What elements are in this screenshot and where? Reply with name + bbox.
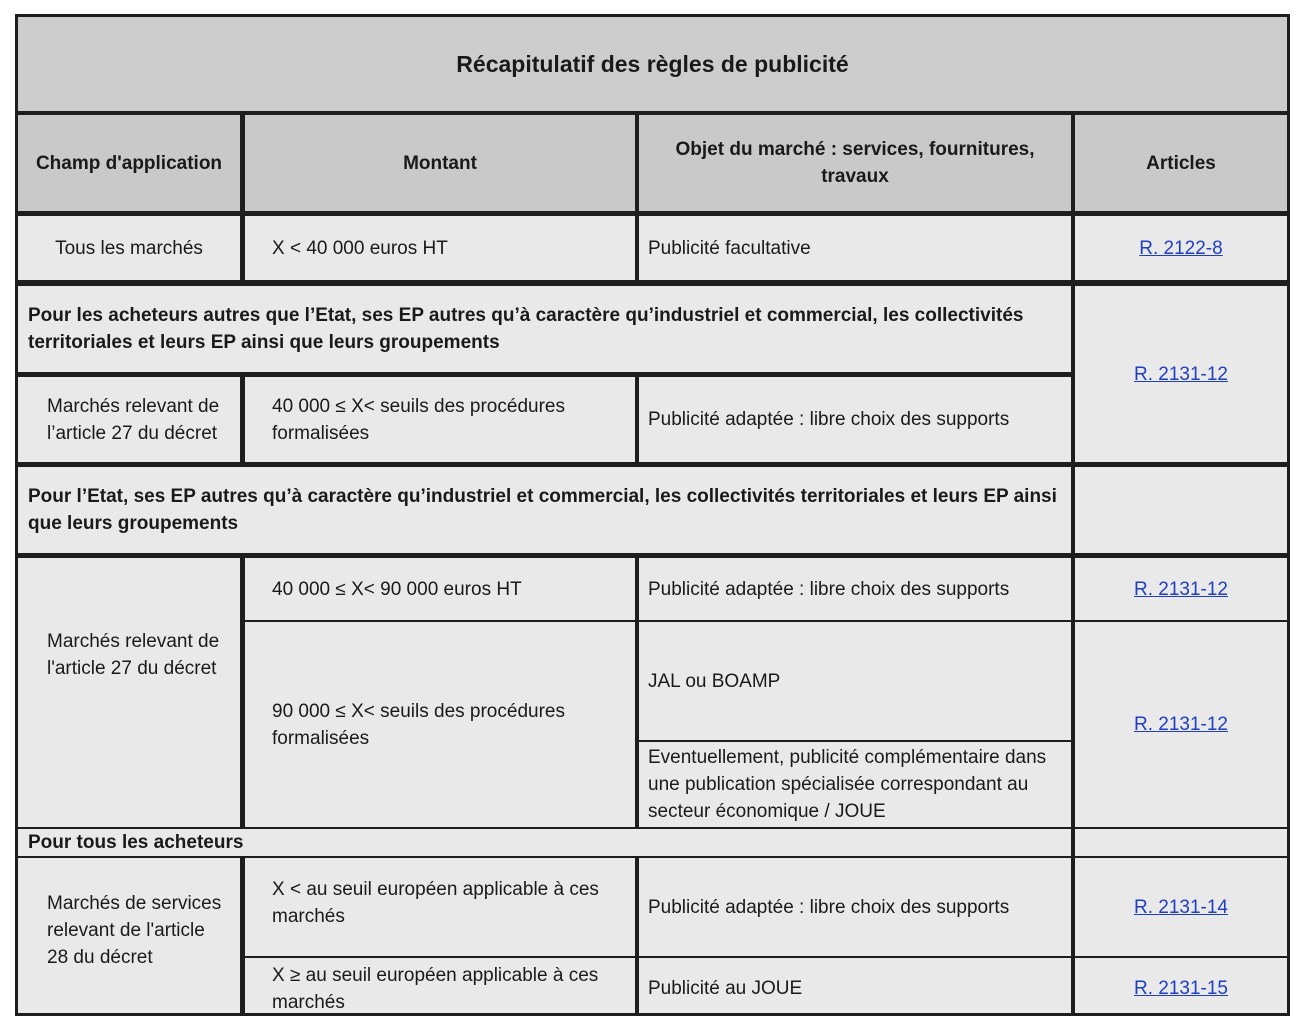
rule — [240, 115, 245, 286]
section-tous-row2-montant: X ≥ au seuil européen applicable à ces marchés — [272, 964, 599, 1013]
rule — [1071, 115, 1075, 1016]
section-etat-row2-montant: 90 000 ≤ X< seuils des procédures formalisées — [272, 700, 565, 749]
rule — [240, 858, 245, 1016]
rule — [635, 858, 639, 1016]
rule — [18, 372, 1071, 377]
section-etat-row2-objet-b: Eventuellement, publicité complémentaire dans une publication spécialisée correspondant au secteur économique / JOUE — [648, 747, 1047, 822]
article-link-r2131-15[interactable]: R. 2131-15 — [1133, 978, 1228, 999]
rule — [635, 377, 639, 462]
header-champ: Champ d'application — [18, 115, 240, 211]
header-montant: Montant — [245, 115, 635, 211]
section-autres-article — [1075, 286, 1287, 462]
section-etat-heading: Pour l’Etat, ses EP autres qu’à caractère qu’industriel et commercial, les collectivités territoriales et leurs EP ainsi que leurs groupements — [28, 486, 1057, 534]
rule — [18, 856, 1287, 858]
rule — [635, 558, 639, 827]
section-tous-row1-objet: Publicité adaptée : libre choix des supports — [648, 897, 1010, 918]
row-tous-montant: X < 40 000 euros HT — [272, 237, 448, 259]
rule — [639, 740, 1071, 742]
section-autres-objet: Publicité adaptée : libre choix des supports — [648, 409, 1010, 430]
section-etat-row1-objet: Publicité adaptée : libre choix des supports — [648, 579, 1010, 600]
rule — [635, 115, 639, 286]
article-link-r2131-12[interactable]: R. 2131-12 — [1133, 714, 1228, 735]
section-tous-champ: Marchés de services relevant de l'article 28 du décret — [47, 893, 222, 968]
article-link-r2131-14[interactable]: R. 2131-14 — [1133, 897, 1228, 918]
rule — [18, 211, 1287, 216]
row-tous-article — [1075, 216, 1287, 280]
article-link-r2122-8[interactable]: R. 2122-8 — [1139, 237, 1223, 259]
section-etat-row1-article — [1075, 558, 1287, 621]
section-autres-heading: Pour les acheteurs autres que l’Etat, ses EP autres qu’à caractère qu’industriel et commercial, les collectivités territoriales et leurs EP ainsi que leurs groupements — [28, 305, 1024, 353]
section-etat-row1-montant: 40 000 ≤ X< 90 000 euros HT — [272, 579, 522, 600]
section-tous-row2-objet: Publicité au JOUE — [648, 978, 803, 999]
section-tous-row1-montant: X < au seuil européen applicable à ces marchés — [272, 878, 599, 927]
section-etat-row2-objet-a: JAL ou BOAMP — [648, 670, 781, 692]
header-objet: Objet du marché : services, fournitures, travaux — [639, 115, 1071, 211]
rule — [18, 553, 1287, 558]
rule — [18, 827, 1287, 829]
rules-table — [15, 14, 1290, 1016]
rule — [18, 111, 1287, 115]
rule — [240, 558, 245, 827]
section-tous-row1-article — [1075, 858, 1287, 957]
section-etat-row2-article — [1075, 622, 1287, 827]
header-articles: Articles — [1075, 115, 1287, 211]
section-etat-champ: Marchés relevant de l'article 27 du décret — [47, 631, 220, 679]
section-autres-montant: 40 000 ≤ X< seuils des procédures formalisées — [272, 395, 565, 444]
section-tous-heading: Pour tous les acheteurs — [28, 832, 244, 853]
article-link-r2131-12[interactable]: R. 2131-12 — [1133, 363, 1228, 385]
row-tous-objet: Publicité facultative — [648, 237, 811, 259]
article-link-r2131-12[interactable]: R. 2131-12 — [1133, 579, 1228, 600]
rule — [18, 280, 1287, 286]
section-autres-champ: Marchés relevant de l’article 27 du décret — [47, 395, 220, 444]
rule — [245, 956, 1287, 958]
section-tous-row2-article — [1075, 958, 1287, 1016]
row-tous-champ: Tous les marchés — [55, 237, 203, 259]
table-title: Récapitulatif des règles de publicité — [18, 17, 1287, 111]
rule — [245, 620, 1287, 622]
rule — [240, 377, 245, 462]
rule — [18, 462, 1287, 467]
